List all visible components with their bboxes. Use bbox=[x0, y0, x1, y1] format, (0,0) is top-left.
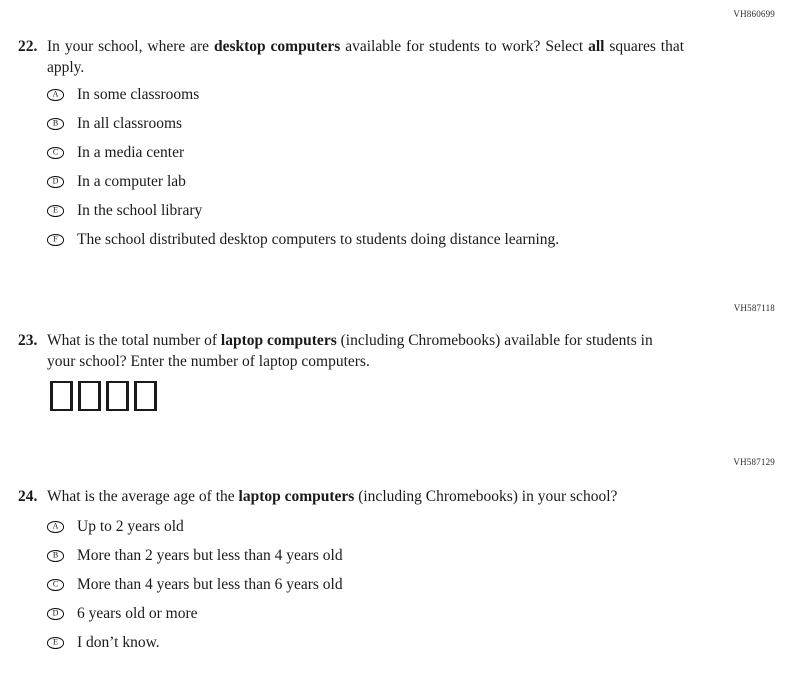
question-text-segment: (including Chromebooks) in your school? bbox=[354, 488, 618, 505]
option-label: More than 2 years but less than 4 years old bbox=[77, 547, 343, 564]
answer-option[interactable] bbox=[47, 144, 559, 162]
question-text-segment: What is the average age of the bbox=[47, 488, 239, 505]
option-bubble-icon[interactable] bbox=[47, 205, 64, 217]
option-letter: A bbox=[52, 521, 59, 531]
option-label: In a computer lab bbox=[77, 173, 186, 190]
answer-option[interactable] bbox=[47, 576, 343, 594]
question-22 bbox=[18, 36, 684, 78]
answer-option[interactable] bbox=[47, 231, 559, 249]
item-code-vh587118: VH587118 bbox=[733, 303, 775, 313]
answer-option[interactable] bbox=[47, 115, 559, 133]
question-text-segment: squares that apply. bbox=[47, 38, 685, 76]
digit-input-box[interactable] bbox=[134, 381, 157, 411]
item-code-vh860699: VH860699 bbox=[733, 9, 775, 19]
option-letter: D bbox=[52, 608, 59, 618]
option-label: In a media center bbox=[77, 144, 185, 161]
option-letter: B bbox=[52, 118, 59, 128]
option-bubble-icon[interactable] bbox=[47, 579, 64, 591]
option-bubble-icon[interactable] bbox=[47, 550, 64, 562]
question-text bbox=[47, 486, 747, 507]
option-bubble-icon[interactable] bbox=[47, 608, 64, 620]
option-label: In the school library bbox=[77, 202, 203, 219]
question-text-segment: available for students to work? Select bbox=[340, 38, 589, 55]
option-letter: B bbox=[52, 550, 59, 560]
question-24 bbox=[18, 486, 747, 507]
option-label: Up to 2 years old bbox=[77, 518, 184, 535]
question-text-bold-segment: laptop computers bbox=[220, 332, 337, 349]
item-code-vh587129: VH587129 bbox=[733, 457, 775, 467]
option-letter: C bbox=[52, 579, 59, 589]
option-bubble-icon[interactable] bbox=[47, 234, 64, 246]
question-number: 22. bbox=[18, 38, 38, 55]
answer-option[interactable] bbox=[47, 202, 559, 220]
answer-option[interactable] bbox=[47, 605, 343, 623]
option-letter: C bbox=[52, 147, 59, 157]
option-label: In some classrooms bbox=[77, 86, 200, 103]
digit-input-box[interactable] bbox=[50, 381, 73, 411]
question-22-options bbox=[47, 86, 559, 260]
answer-option[interactable] bbox=[47, 518, 343, 536]
question-text bbox=[47, 36, 684, 78]
option-letter: D bbox=[52, 176, 59, 186]
option-label: In all classrooms bbox=[77, 115, 183, 132]
option-label: I don’t know. bbox=[77, 634, 160, 651]
option-label: 6 years old or more bbox=[77, 605, 198, 622]
option-label: More than 4 years but less than 6 years old bbox=[77, 576, 343, 593]
option-bubble-icon[interactable] bbox=[47, 176, 64, 188]
question-text-segment: (including Chromebooks) available for students in your school? Enter the number of laptop computers. bbox=[47, 332, 653, 370]
question-text-bold-segment: all bbox=[588, 38, 605, 55]
option-letter: E bbox=[53, 205, 58, 215]
option-letter: E bbox=[53, 637, 58, 647]
answer-option[interactable] bbox=[47, 634, 343, 652]
question-23 bbox=[18, 330, 672, 372]
answer-option[interactable] bbox=[47, 547, 343, 565]
option-letter: F bbox=[53, 234, 58, 244]
number-entry-boxes bbox=[50, 381, 162, 411]
question-text bbox=[47, 330, 672, 372]
option-bubble-icon[interactable] bbox=[47, 89, 64, 101]
question-text-bold-segment: laptop computers bbox=[238, 488, 355, 505]
option-bubble-icon[interactable] bbox=[47, 147, 64, 159]
option-letter: A bbox=[52, 89, 59, 99]
question-number: 23. bbox=[18, 332, 38, 349]
answer-option[interactable] bbox=[47, 173, 559, 191]
question-text-segment: What is the total number of bbox=[47, 332, 221, 349]
option-label: The school distributed desktop computers to students doing distance learning. bbox=[77, 231, 560, 248]
question-text-bold-segment: desktop computers bbox=[213, 38, 341, 55]
option-bubble-icon[interactable] bbox=[47, 521, 64, 533]
question-24-options bbox=[47, 518, 343, 663]
option-bubble-icon[interactable] bbox=[47, 637, 64, 649]
option-bubble-icon[interactable] bbox=[47, 118, 64, 130]
question-number: 24. bbox=[18, 488, 38, 505]
question-text-segment: In your school, where are bbox=[47, 38, 214, 55]
digit-input-box[interactable] bbox=[78, 381, 101, 411]
answer-option[interactable] bbox=[47, 86, 559, 104]
digit-input-box[interactable] bbox=[106, 381, 129, 411]
